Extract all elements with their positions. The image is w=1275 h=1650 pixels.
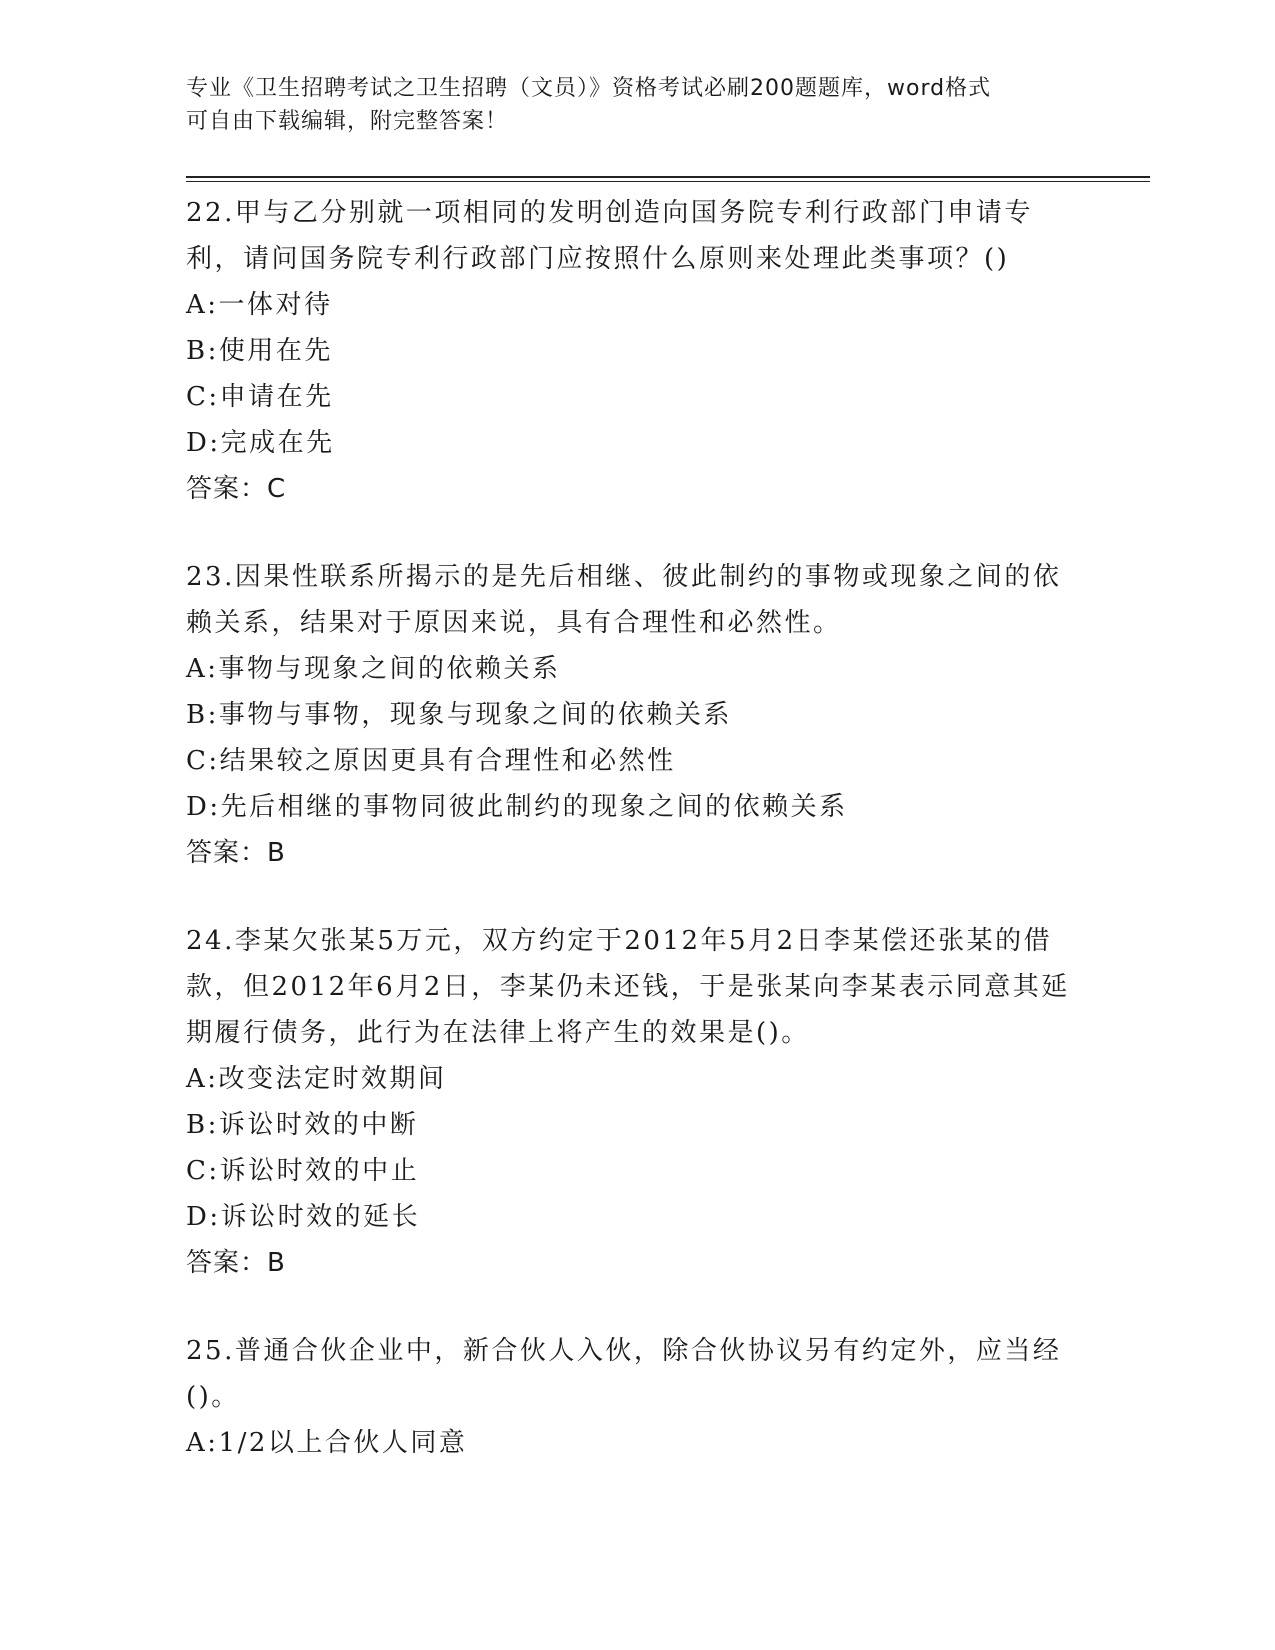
option-b: B:使用在先 [186,336,333,366]
option-d: D:完成在先 [186,428,335,458]
header-line-2: 可自由下载编辑，附完整答案！ [186,109,509,134]
question-stem: 25.普通合伙企业中，新合伙人入伙，除合伙协议另有约定外，应当经()。 [186,1336,1062,1412]
question-23 [186,554,1086,876]
option-c: C:申请在先 [186,382,334,412]
option-c: C:诉讼时效的中止 [186,1156,420,1186]
option-a: A:1/2以上合伙人同意 [186,1428,468,1458]
option-d: D:先后相继的事物同彼此制约的现象之间的依赖关系 [186,792,848,822]
option-a: A:一体对待 [186,290,333,320]
header-line-1: 专业《卫生招聘考试之卫生招聘（文员）》资格考试必刷200题题库，word格式 [186,76,992,101]
question-22 [186,190,1086,512]
answer-label: 答案：C [186,474,287,504]
question-stem: 23.因果性联系所揭示的是先后相继、彼此制约的事物或现象之间的依赖关系，结果对于原因来说，具有合理性和必然性。 [186,562,1062,638]
question-25 [186,1328,1086,1466]
option-a: A:事物与现象之间的依赖关系 [186,654,561,684]
question-24 [186,918,1086,1286]
option-d: D:诉讼时效的延长 [186,1202,421,1232]
question-stem: 22.甲与乙分别就一项相同的发明创造向国务院专利行政部门申请专利，请问国务院专利行政部门应按照什么原则来处理此类事项？() [186,198,1033,274]
question-stem: 24.李某欠张某5万元，双方约定于2012年5月2日李某偿还张某的借款，但2012年6月2日，李某仍未还钱，于是张某向李某表示同意其延期履行债务，此行为在法律上将产生的效果是()。 [186,926,1070,1048]
option-c: C:结果较之原因更具有合理性和必然性 [186,746,676,776]
question-list [186,190,1086,1508]
option-b: B:事物与事物，现象与现象之间的依赖关系 [186,700,732,730]
answer-label: 答案：B [186,1248,286,1278]
header-divider [186,176,1150,182]
option-a: A:改变法定时效期间 [186,1064,447,1094]
option-b: B:诉讼时效的中断 [186,1110,419,1140]
answer-label: 答案：B [186,838,286,868]
page-header [186,72,1066,138]
